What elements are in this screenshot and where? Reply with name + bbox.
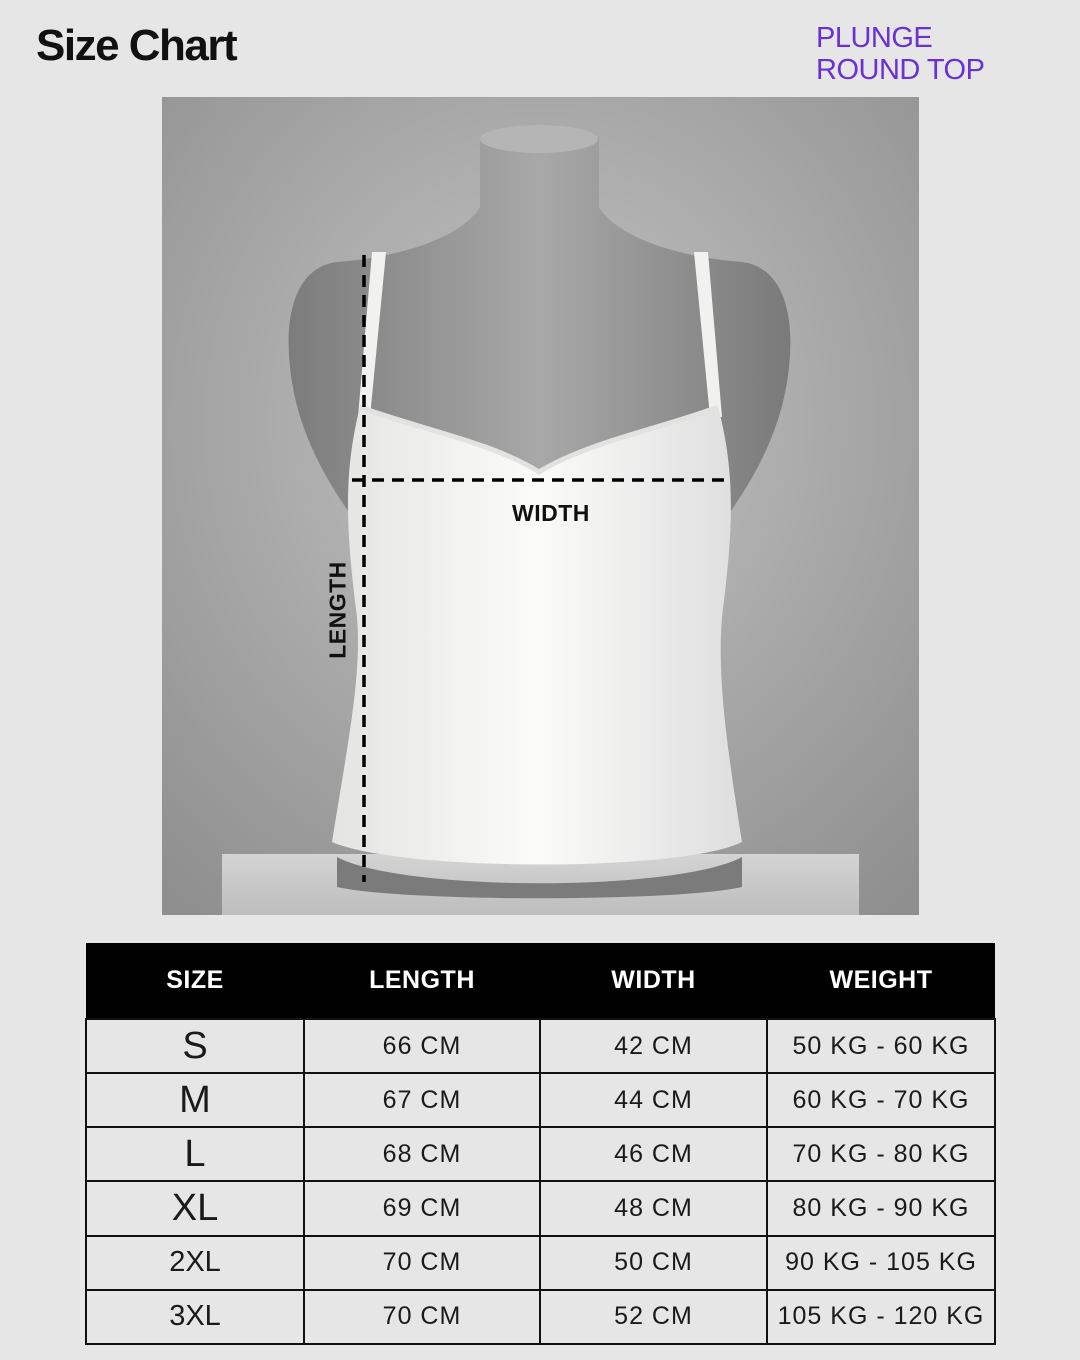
width-cell: 52 CM	[540, 1290, 767, 1344]
product-photo	[162, 97, 919, 915]
header-weight: WEIGHT	[767, 943, 995, 1019]
size-table	[85, 943, 996, 1345]
header-size: SIZE	[86, 943, 304, 1019]
weight-cell: 80 KG - 90 KG	[767, 1181, 995, 1235]
table-row	[86, 1127, 995, 1181]
table-row	[86, 1019, 995, 1073]
width-cell: 48 CM	[540, 1181, 767, 1235]
product-name-line2: ROUND TOP	[816, 54, 985, 86]
size-cell: 3XL	[86, 1290, 304, 1344]
length-cell: 70 CM	[304, 1290, 540, 1344]
width-cell: 42 CM	[540, 1019, 767, 1073]
size-cell: S	[86, 1019, 304, 1073]
size-cell: XL	[86, 1181, 304, 1235]
header-length: LENGTH	[304, 943, 540, 1019]
weight-cell: 105 KG - 120 KG	[767, 1290, 995, 1344]
header-width: WIDTH	[540, 943, 767, 1019]
length-cell: 66 CM	[304, 1019, 540, 1073]
length-cell: 70 CM	[304, 1236, 540, 1290]
table-row	[86, 1073, 995, 1127]
product-name	[816, 22, 984, 86]
page-title: Size Chart	[36, 21, 237, 70]
width-cell: 44 CM	[540, 1073, 767, 1127]
length-cell: 68 CM	[304, 1127, 540, 1181]
table-row	[86, 1290, 995, 1344]
size-cell: M	[86, 1073, 304, 1127]
size-cell: 2XL	[86, 1236, 304, 1290]
size-cell: L	[86, 1127, 304, 1181]
product-name-line1: PLUNGE	[816, 22, 933, 54]
cami-top	[332, 407, 742, 865]
width-cell: 46 CM	[540, 1127, 767, 1181]
weight-cell: 60 KG - 70 KG	[767, 1073, 995, 1127]
width-cell: 50 CM	[540, 1236, 767, 1290]
table-header-row	[86, 943, 995, 1019]
length-label: LENGTH	[324, 561, 351, 659]
table-row	[86, 1236, 995, 1290]
length-cell: 67 CM	[304, 1073, 540, 1127]
width-label: WIDTH	[512, 500, 590, 526]
table-row	[86, 1181, 995, 1235]
weight-cell: 70 KG - 80 KG	[767, 1127, 995, 1181]
weight-cell: 90 KG - 105 KG	[767, 1236, 995, 1290]
weight-cell: 50 KG - 60 KG	[767, 1019, 995, 1073]
length-cell: 69 CM	[304, 1181, 540, 1235]
